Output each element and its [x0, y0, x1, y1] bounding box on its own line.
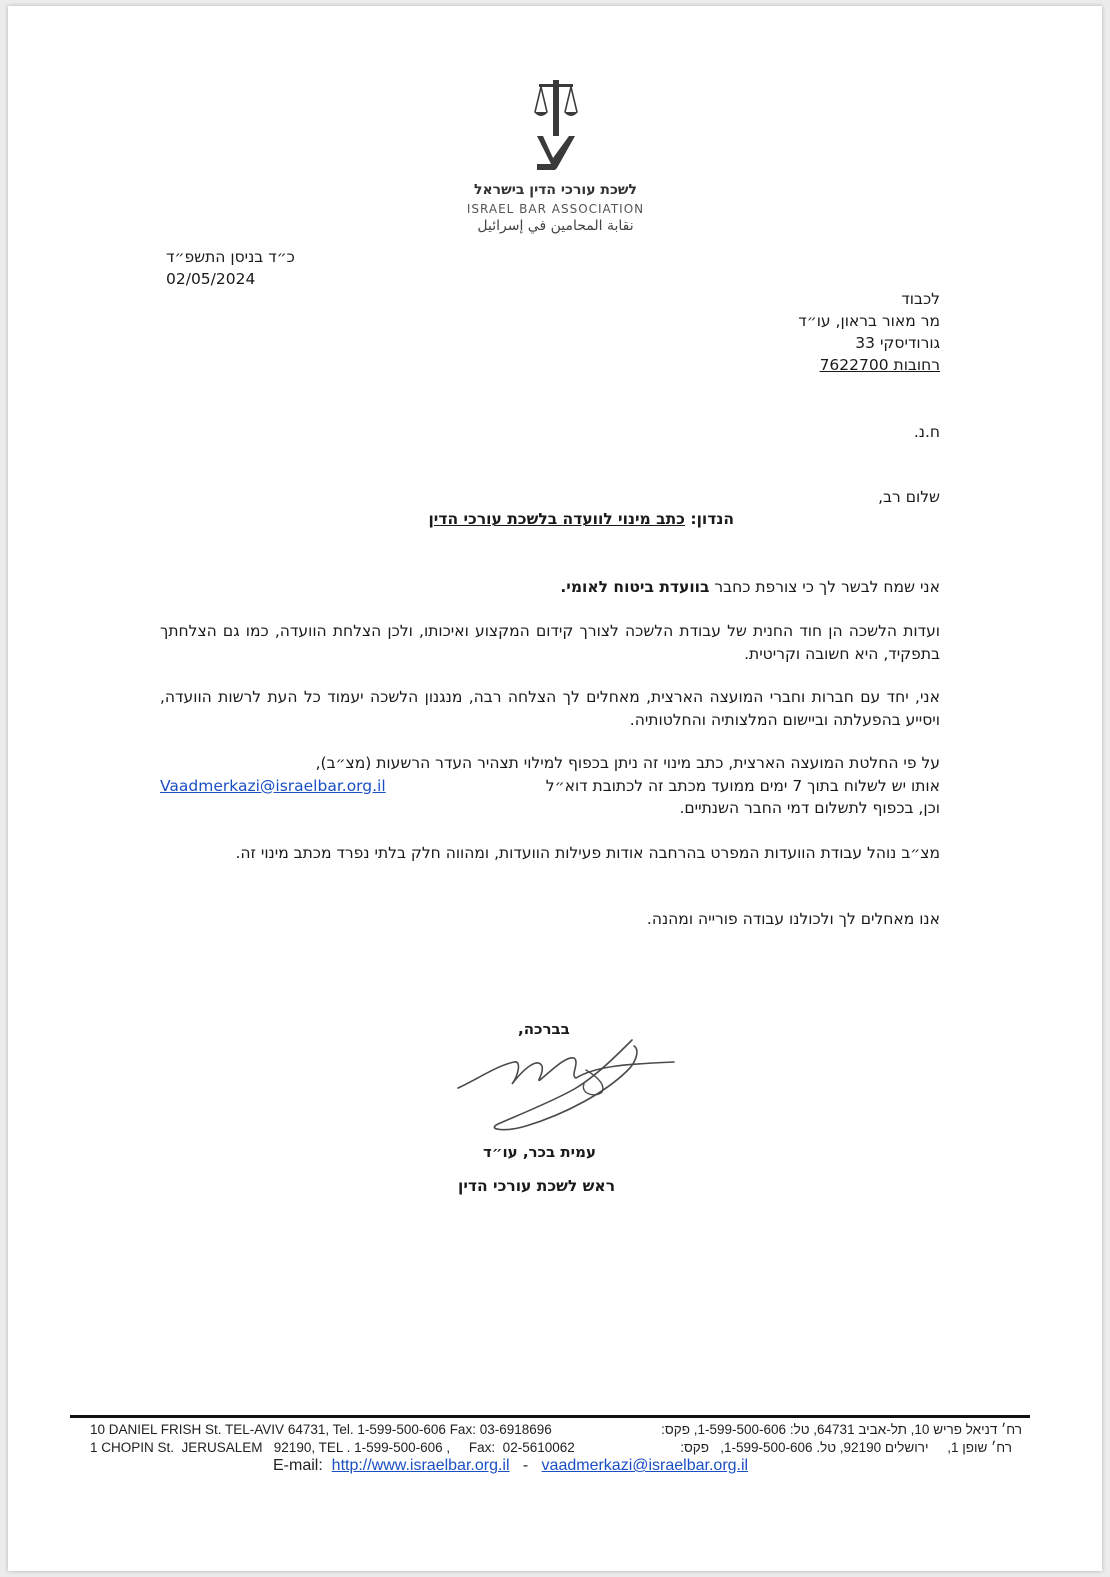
footer-jlm-hebrew: רח׳ שופן 1, ירושלים 92190, טל. 1-599-500-606, פקס:	[680, 1440, 1012, 1455]
recipient-name: מר מאור בראון, עו״ד	[798, 312, 940, 330]
paragraph-4-line-1: על פי החלטת המועצה הארצית, כתב מינוי זה ניתן בכפוף למילוי תצהיר העדר הרשעות (מצ״ב),	[315, 754, 940, 772]
footer-tlv-english: 10 DANIEL FRISH St. TEL-AVIV 64731, Tel. 1-599-500-606 Fax: 03-6918696	[90, 1422, 552, 1437]
handwritten-signature	[456, 1036, 681, 1136]
paragraph-4	[160, 752, 940, 820]
paragraph-5: מצ״ב נוהל עבודת הוועדות המפרט בהרחבה אודות פעילות הוועדות, ומהווה חלק בלתי נפרד מכתב מינוי זה.	[235, 844, 940, 862]
signer-title: ראש לשכת עורכי הדין	[458, 1177, 616, 1195]
greeting-shalom: שלום רב,	[878, 488, 940, 506]
letter-date	[166, 246, 336, 290]
logo-hebrew-name: לשכת עורכי הדין בישראל	[474, 182, 637, 198]
signer-name: עמית בכר, עו״ד	[483, 1143, 596, 1161]
scales-of-justice-icon	[533, 78, 579, 174]
logo-english-name: ISRAEL BAR ASSOCIATION	[466, 202, 645, 216]
logo-arabic-name: نقابة المحامين في إسرائيل	[477, 218, 634, 234]
committee-name: בוועדת ביטוח לאומי.	[560, 578, 710, 596]
paragraph-4-text: אותו יש לשלוח בתוך 7 ימים ממועד מכתב זה לכתובת דוא״ל	[545, 776, 940, 795]
greeting-hn: ח.נ.	[913, 423, 940, 441]
footer-tlv-hebrew: רח׳ דניאל פריש 10, תל-אביב 64731, טל: 1-599-500-606, פקס:	[661, 1422, 1022, 1437]
paragraph-1	[160, 576, 940, 599]
committee-email-link[interactable]: Vaadmerkazi@israelbar.org.il	[160, 776, 386, 795]
closing-regards: בברכה,	[518, 1020, 570, 1038]
israel-bar-logo	[463, 78, 648, 243]
email-label: E-mail:	[273, 1457, 323, 1474]
subject-prefix: הנדון:	[690, 510, 734, 528]
footer-email-link[interactable]: vaadmerkazi@israelbar.org.il	[541, 1457, 749, 1474]
recipient-city: רחובות 7622700	[819, 356, 940, 374]
website-link[interactable]: http://www.israelbar.org.il	[331, 1457, 510, 1474]
footer-contact	[273, 1457, 748, 1475]
letter-subject	[428, 510, 734, 528]
paragraph-1-text: אני שמח לבשר לך כי צורפת כחבר	[714, 578, 940, 596]
paragraph-6: אנו מאחלים לך ולכולנו עבודה פורייה ומהנה.	[646, 910, 940, 928]
footer-separator: -	[522, 1457, 529, 1474]
recipient-street: גורודיסקי 33	[855, 334, 940, 352]
hebrew-date: כ״ד בניסן התשפ״ד	[166, 248, 295, 266]
address-to: לכבוד	[901, 290, 940, 308]
gregorian-date: 02/05/2024	[166, 270, 256, 288]
paragraph-3: אני, יחד עם חברות וחברי המועצה הארצית, מאחלים לך הצלחה רבה, מנגנון הלשכה יעמוד כל העת לרשות הוועדה, ויסייע בהפעלתה וביישום המלצותיה והחלטותיה.	[160, 688, 940, 729]
footer-divider	[70, 1415, 1030, 1418]
paragraph-4-line-3: וכן, בכפוף לתשלום דמי החבר השנתיים.	[679, 799, 940, 817]
paragraph-2: ועדות הלשכה הן חוד החנית של עבודת הלשכה לצורך קידום המקצוע ואיכותו, ולכן הצלחת הוועדה, כמו גם הצלחתך בתפקיד, היא חשובה וקריטית.	[160, 622, 940, 663]
subject-text: כתב מינוי לוועדה בלשכת עורכי הדין	[428, 510, 685, 528]
letter-page	[8, 6, 1102, 1571]
paragraph-4-line-2	[160, 775, 940, 798]
recipient-address	[520, 288, 940, 376]
footer-jlm-english: 1 CHOPIN St. JERUSALEM 92190, TEL . 1-599-500-606 , Fax: 02-5610062	[90, 1440, 575, 1455]
